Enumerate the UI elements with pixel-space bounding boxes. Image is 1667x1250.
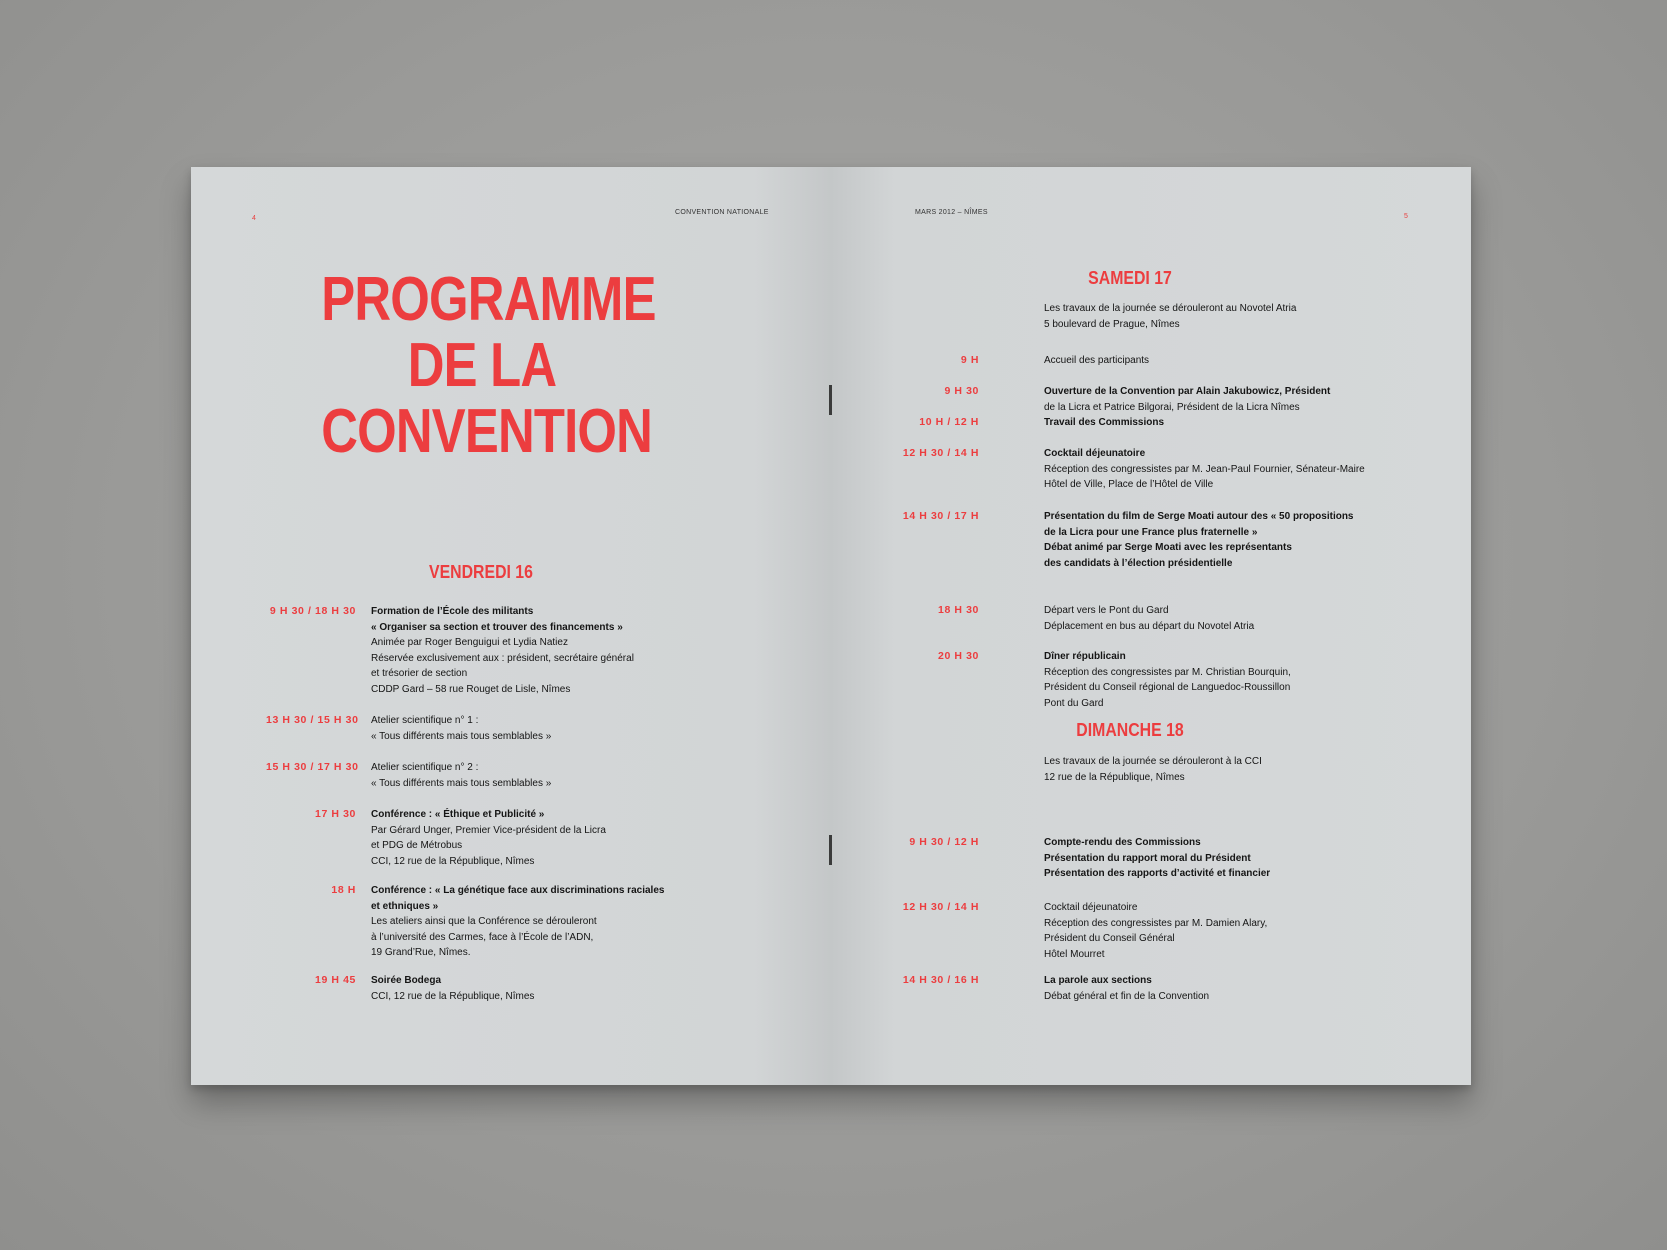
vendredi-item-line: et PDG de Métrobus <box>371 840 463 851</box>
vendredi-item-line: CCI, 12 rue de la République, Nîmes <box>371 990 535 1002</box>
dimanche-intro-line-1: Les travaux de la journée se dérouleront à la CCI <box>1044 756 1262 767</box>
dimanche-item-description <box>1044 900 1267 962</box>
left-runhead: CONVENTION NATIONALE <box>675 209 769 216</box>
samedi-item-time: 12 H 30 / 14 H <box>902 447 979 459</box>
vendredi-item-line: « Tous différents mais tous semblables » <box>371 730 552 742</box>
vendredi-item-description <box>371 883 664 961</box>
vendredi-item-description <box>371 713 551 744</box>
vendredi-item-line: Animée par Roger Benguigui et Lydia Natiez <box>371 637 568 648</box>
samedi-item-line: Débat animé par Serge Moati avec les représentants <box>1044 542 1292 553</box>
dimanche-item-line: Président du Conseil Général <box>1044 933 1175 944</box>
samedi-item-description <box>1044 384 1330 415</box>
vendredi-item-time: 15 H 30 / 17 H 30 <box>266 761 359 773</box>
vendredi-item-line: 19 Grand’Rue, Nîmes. <box>371 947 471 958</box>
vendredi-item-line: « Organiser sa section et trouver des financements » <box>371 621 623 633</box>
samedi-item-line: Pont du Gard <box>1044 697 1104 709</box>
samedi-item-line: Hôtel de Ville, Place de l’Hôtel de Ville <box>1044 479 1214 490</box>
vendredi-item-line: et trésorier de section <box>371 668 468 679</box>
samedi-intro <box>1044 301 1296 332</box>
staple-bottom <box>829 835 832 865</box>
vendredi-item-description <box>371 760 551 791</box>
dimanche-item-description <box>1044 973 1209 1004</box>
left-page <box>191 167 831 1085</box>
samedi-item-line: Ouverture de la Convention par Alain Jakubowicz, Président <box>1044 386 1331 397</box>
samedi-item-description <box>1044 603 1254 634</box>
dimanche-item-time: 14 H 30 / 16 H <box>902 974 979 986</box>
booklet-spread <box>191 167 1471 1085</box>
samedi-item-line: de la Licra et Patrice Bilgorai, Président de la Licra Nîmes <box>1044 401 1300 413</box>
dimanche-item-description <box>1044 835 1270 882</box>
dimanche-intro-line-2: 12 rue de la République, Nîmes <box>1044 771 1185 783</box>
samedi-item-time: 9 H 30 <box>944 385 979 397</box>
samedi-item-time: 14 H 30 / 17 H <box>902 510 979 522</box>
vendredi-item-line: Soirée Bodega <box>371 975 442 986</box>
right-runhead: MARS 2012 – NÎMES <box>915 209 988 216</box>
vendredi-item-time: 9 H 30 / 18 H 30 <box>269 605 356 617</box>
dimanche-item-line: Compte-rendu des Commissions <box>1044 837 1201 848</box>
samedi-item-line: Accueil des participants <box>1044 355 1150 366</box>
dimanche-item-line: Débat général et fin de la Convention <box>1044 990 1210 1002</box>
samedi-item-line: Travail des Commissions <box>1044 417 1165 428</box>
dimanche-item-line: Hôtel Mourret <box>1044 948 1105 960</box>
samedi-item-line: Réception des congressistes par M. Jean-Paul Fournier, Sénateur-Maire <box>1044 463 1365 475</box>
vendredi-item-line: Conférence : « La génétique face aux discriminations raciales <box>371 885 665 896</box>
vendredi-item-line: CDDP Gard – 58 rue Rouget de Lisle, Nîmes <box>371 683 571 695</box>
vendredi-item-line: et ethniques » <box>371 900 439 912</box>
vendredi-item-time: 18 H <box>331 884 356 896</box>
samedi-item-line: Déplacement en bus au départ du Novotel Atria <box>1044 620 1255 632</box>
samedi-item-description <box>1044 415 1164 431</box>
left-folio: 4 <box>252 215 256 222</box>
vendredi-item-line: Conférence : « Éthique et Publicité » <box>371 809 545 820</box>
dimanche-item-line: Présentation des rapports d’activité et financier <box>1044 868 1271 879</box>
vendredi-item-time: 13 H 30 / 15 H 30 <box>266 714 359 726</box>
title-line-2: DE LA <box>407 331 557 400</box>
vendredi-item-line: « Tous différents mais tous semblables » <box>371 777 552 789</box>
right-folio: 5 <box>1404 213 1408 220</box>
samedi-item-description <box>1044 446 1365 493</box>
samedi-item-line: Président du Conseil régional de Languedoc-Roussillon <box>1044 682 1291 693</box>
samedi-intro-line-2: 5 boulevard de Prague, Nîmes <box>1044 318 1180 330</box>
vendredi-item-line: Atelier scientifique n° 2 : <box>371 762 479 773</box>
day-heading-samedi: SAMEDI 17 <box>1088 268 1172 288</box>
samedi-item-time: 18 H 30 <box>938 604 979 616</box>
dimanche-intro <box>1044 754 1262 785</box>
vendredi-item-line: à l’université des Carmes, face à l’École de l’ADN, <box>371 931 594 943</box>
vendredi-item-description <box>371 973 534 1004</box>
samedi-item-line: Réception des congressistes par M. Christian Bourquin, <box>1044 666 1291 678</box>
page-title <box>321 265 656 466</box>
vendredi-item-line: Les ateliers ainsi que la Conférence se dérouleront <box>371 916 597 927</box>
samedi-item-line: des candidats à l’élection présidentielle <box>1044 557 1233 569</box>
vendredi-item-line: Atelier scientifique n° 1 : <box>371 715 479 726</box>
vendredi-item-line: CCI, 12 rue de la République, Nîmes <box>371 855 535 867</box>
samedi-item-description <box>1044 353 1149 369</box>
samedi-item-line: Dîner républicain <box>1044 651 1126 662</box>
vendredi-item-line: Par Gérard Unger, Premier Vice-président de la Licra <box>371 824 606 836</box>
samedi-item-line: Cocktail déjeunatoire <box>1044 448 1146 459</box>
samedi-item-line: Présentation du film de Serge Moati autour des « 50 propositions <box>1044 511 1354 522</box>
dimanche-item-line: La parole aux sections <box>1044 975 1152 986</box>
title-line-1: PROGRAMME <box>321 265 656 334</box>
samedi-item-line: Départ vers le Pont du Gard <box>1044 605 1169 616</box>
samedi-item-time: 20 H 30 <box>938 650 979 662</box>
samedi-item-description <box>1044 649 1291 711</box>
vendredi-item-description <box>371 807 606 869</box>
dimanche-item-line: Présentation du rapport moral du Président <box>1044 852 1251 864</box>
title-line-3: CONVENTION <box>321 397 653 466</box>
samedi-item-time: 10 H / 12 H <box>919 416 979 428</box>
samedi-item-description <box>1044 509 1354 571</box>
day-heading-vendredi: VENDREDI 16 <box>429 562 533 582</box>
staple-top <box>829 385 832 415</box>
dimanche-item-line: Réception des congressistes par M. Damien Alary, <box>1044 917 1268 929</box>
dimanche-item-line: Cocktail déjeunatoire <box>1044 902 1138 913</box>
dimanche-item-time: 9 H 30 / 12 H <box>909 836 979 848</box>
right-page <box>831 167 1471 1085</box>
day-heading-dimanche: DIMANCHE 18 <box>1076 720 1184 740</box>
samedi-item-time: 9 H <box>960 354 979 366</box>
dimanche-item-time: 12 H 30 / 14 H <box>902 901 979 913</box>
vendredi-item-time: 19 H 45 <box>315 974 356 986</box>
vendredi-item-line: Réservée exclusivement aux : président, secrétaire général <box>371 652 634 664</box>
samedi-item-line: de la Licra pour une France plus fraternelle » <box>1044 526 1258 538</box>
vendredi-item-line: Formation de l’École des militants <box>371 606 534 617</box>
vendredi-item-time: 17 H 30 <box>315 808 356 820</box>
samedi-intro-line-1: Les travaux de la journée se dérouleront au Novotel Atria <box>1044 303 1297 314</box>
vendredi-item-description <box>371 604 634 697</box>
